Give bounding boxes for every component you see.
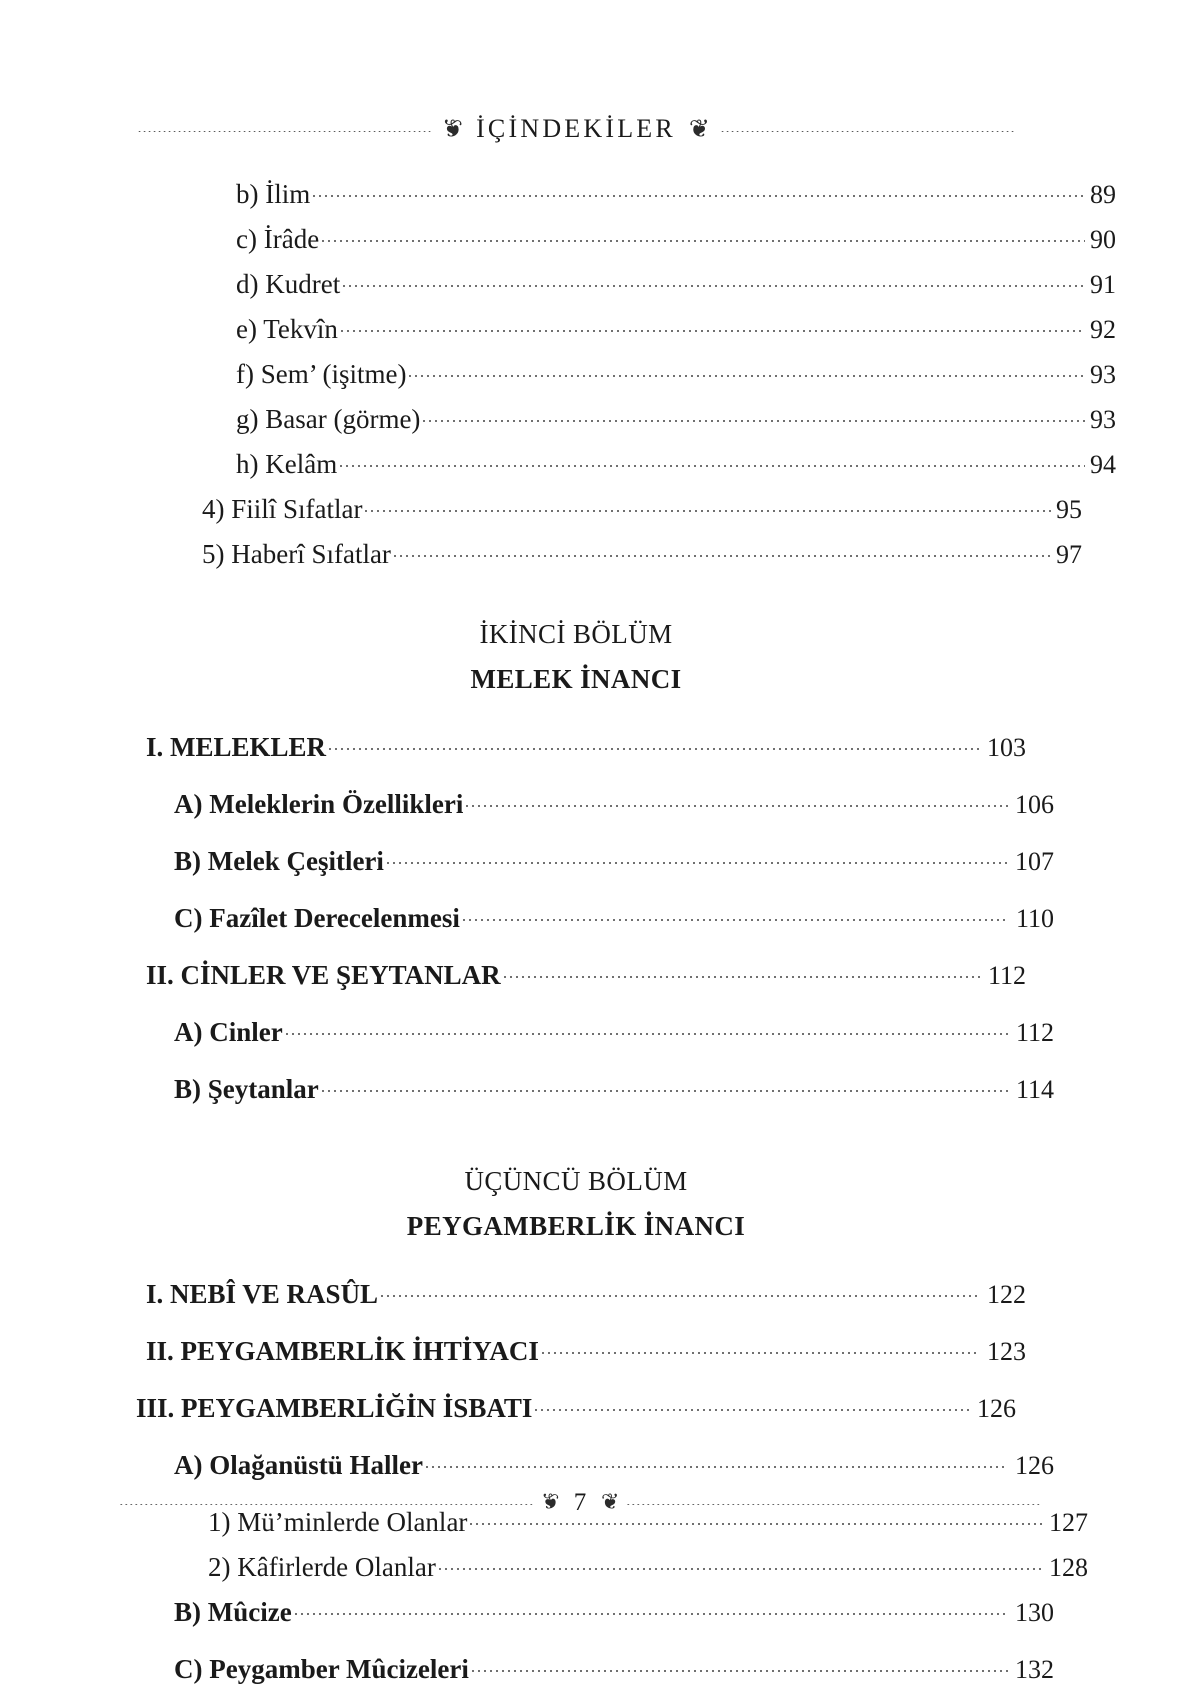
toc-entry-page: 93 [1090, 360, 1116, 389]
footer-flourish-right-icon: ❦ [601, 1490, 620, 1515]
toc-group-peygamberlik [136, 1276, 1088, 1684]
toc-entry-label: 4) Fiilî Sıfatlar [202, 494, 363, 524]
toc-entry-label: II. CİNLER VE ŞEYTANLAR [146, 960, 501, 990]
footer-rule-left [120, 1504, 533, 1505]
header-rule-right [719, 131, 1016, 132]
part-heading-two [136, 619, 1016, 695]
spacer [136, 695, 1016, 729]
toc-entry-page: 90 [1090, 225, 1116, 254]
toc-entry-page: 97 [1056, 540, 1082, 569]
table-of-contents [136, 176, 1116, 1708]
toc-entry[interactable] [136, 221, 1116, 253]
toc-entry-page: 114 [1015, 1075, 1054, 1104]
toc-entry-page: 94 [1090, 450, 1116, 479]
toc-entry-page: 122 [987, 1280, 1026, 1309]
toc-entry-label: b) İlim [236, 179, 311, 209]
toc-entry-page: 103 [987, 733, 1026, 762]
toc-entry[interactable] [136, 1276, 1026, 1308]
toc-entry-page: 126 [1015, 1451, 1054, 1480]
toc-entry-page: 126 [977, 1394, 1016, 1423]
leader-dots [421, 401, 1085, 428]
toc-entry[interactable] [136, 536, 1082, 568]
spacer [136, 650, 1016, 664]
toc-entry-label: C) Peygamber Mûcizeleri [174, 1654, 469, 1684]
toc-entry[interactable] [136, 446, 1116, 478]
toc-entry-page: 112 [987, 961, 1026, 990]
leader-dots [320, 221, 1085, 248]
leader-dots [327, 729, 980, 756]
toc-entry[interactable] [136, 729, 1026, 761]
toc-entry-label: II. PEYGAMBERLİK İHTİYACI [146, 1336, 539, 1366]
running-head [136, 108, 1016, 150]
toc-entry-page: 93 [1090, 405, 1116, 434]
toc-entry-label: 1) Mü’minlerde Olanlar [208, 1507, 468, 1537]
flourish-left-icon: ❦ [442, 113, 464, 143]
flourish-right-icon: ❦ [688, 113, 710, 143]
part-name: MELEK İNANCI [470, 664, 682, 694]
toc-entry-page: 132 [1015, 1655, 1054, 1684]
leader-dots [293, 1594, 1008, 1621]
toc-entry[interactable] [136, 491, 1082, 523]
leader-dots [424, 1447, 1008, 1474]
toc-entry-label: h) Kelâm [236, 449, 338, 479]
toc-entry-label: C) Fazîlet Derecelenmesi [174, 903, 460, 933]
toc-entry-page: 128 [1049, 1553, 1088, 1582]
toc-entry[interactable] [136, 1071, 1054, 1103]
leader-dots [464, 786, 1008, 813]
toc-entry[interactable] [136, 1594, 1054, 1626]
toc-entry-page: 127 [1049, 1508, 1088, 1537]
toc-entry-label: B) Mûcize [174, 1597, 292, 1627]
leader-dots [461, 900, 1009, 927]
toc-group-sifatlar [136, 176, 1116, 569]
leader-dots [339, 311, 1085, 338]
toc-entry-label: III. PEYGAMBERLİĞİN İSBATI [136, 1393, 533, 1423]
leader-dots [470, 1651, 1008, 1678]
toc-entry[interactable] [136, 1333, 1026, 1365]
header-rule-left [136, 131, 433, 132]
toc-entry[interactable] [136, 1447, 1054, 1479]
toc-entry-label: e) Tekvîn [236, 314, 338, 344]
spacer [136, 1242, 1016, 1276]
toc-entry-label: 5) Haberî Sıfatlar [202, 539, 391, 569]
leader-dots [338, 446, 1085, 473]
toc-entry-page: 95 [1056, 495, 1082, 524]
toc-entry[interactable] [136, 176, 1116, 208]
leader-dots [502, 957, 981, 984]
part-kicker: İKİNCİ BÖLÜM [479, 619, 673, 649]
toc-entry-page: 110 [1015, 904, 1054, 933]
leader-dots [540, 1333, 980, 1360]
toc-entry-page: 106 [1015, 790, 1054, 819]
toc-entry[interactable] [136, 401, 1116, 433]
part-kicker: ÜÇÜNCÜ BÖLÜM [464, 1166, 688, 1196]
leader-dots [392, 536, 1051, 563]
toc-entry-label: B) Melek Çeşitleri [174, 846, 384, 876]
footer-flourish-left-icon: ❦ [540, 1490, 559, 1515]
part-name: PEYGAMBERLİK İNANCI [406, 1211, 746, 1241]
spacer [136, 1197, 1016, 1211]
toc-entry-label: I. NEBÎ VE RASÛL [146, 1279, 379, 1309]
leader-dots [437, 1549, 1044, 1576]
toc-entry[interactable] [136, 1390, 1016, 1422]
toc-entry-page: 89 [1090, 180, 1116, 209]
footer-page-number: 7 [573, 1489, 587, 1516]
leader-dots [407, 356, 1085, 383]
toc-entry-label: I. MELEKLER [146, 732, 327, 762]
toc-entry[interactable] [136, 1014, 1054, 1046]
toc-entry-label: A) Cinler [174, 1017, 283, 1047]
footer-rule-right [627, 1504, 1040, 1505]
page-footer [120, 1489, 1040, 1517]
toc-entry[interactable] [136, 1651, 1054, 1683]
leader-dots [385, 843, 1008, 870]
page-title: İÇİNDEKİLER [476, 114, 676, 143]
leader-dots [341, 266, 1085, 293]
toc-entry[interactable] [136, 900, 1054, 932]
leader-dots [320, 1071, 1009, 1098]
toc-entry-label: A) Olağanüstü Haller [174, 1450, 424, 1480]
toc-group-melek [136, 729, 1054, 1104]
toc-entry[interactable] [136, 311, 1116, 343]
toc-entry-label: g) Basar (görme) [236, 404, 421, 434]
toc-entry-page: 107 [1015, 847, 1054, 876]
toc-entry-page: 130 [1015, 1598, 1054, 1627]
toc-entry[interactable] [136, 843, 1054, 875]
spacer [136, 1128, 1016, 1166]
toc-entry[interactable] [136, 1549, 1088, 1581]
leader-dots [533, 1390, 970, 1417]
toc-entry[interactable] [136, 356, 1116, 388]
toc-entry[interactable] [136, 266, 1116, 298]
leader-dots [379, 1276, 980, 1303]
toc-entry-page: 123 [987, 1337, 1026, 1366]
toc-entry-label: c) İrâde [236, 224, 320, 254]
toc-entry-label: A) Meleklerin Özellikleri [174, 789, 464, 819]
toc-entry[interactable] [136, 786, 1054, 818]
toc-entry-label: d) Kudret [236, 269, 341, 299]
toc-entry-label: B) Şeytanlar [174, 1074, 319, 1104]
toc-entry[interactable] [136, 957, 1026, 989]
toc-entry-label: 2) Kâfirlerde Olanlar [208, 1552, 436, 1582]
leader-dots [284, 1014, 1009, 1041]
leader-dots [363, 491, 1051, 518]
toc-entry-page: 91 [1090, 270, 1116, 299]
toc-entry-page: 92 [1090, 315, 1116, 344]
toc-entry-page: 112 [1015, 1018, 1054, 1047]
part-heading-three [136, 1166, 1016, 1242]
toc-entry-label: f) Sem’ (işitme) [236, 359, 407, 389]
leader-dots [311, 176, 1085, 203]
spacer [136, 581, 1016, 619]
